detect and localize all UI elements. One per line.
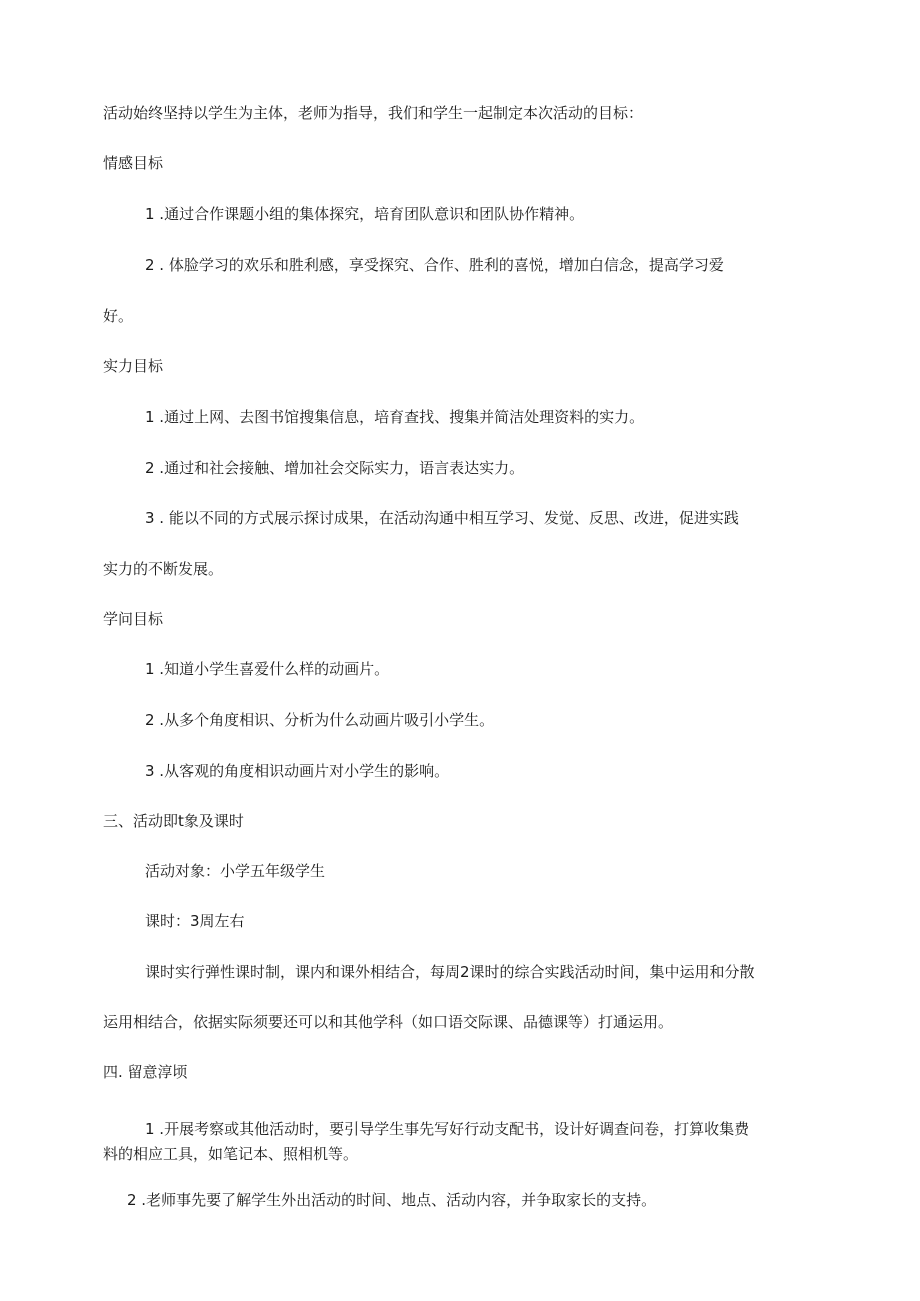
knowledge-goal-2: 2 .从多个角度相识、分析为什么动画片吸引小学生。	[145, 711, 495, 729]
class-hours-desc: 课时实行弹性课时制，课内和课外相结合，每周2课时的综合实践活动时间，集中运用和分散	[145, 963, 755, 981]
knowledge-goal-3: 3 .从客观的角度相识动画片对小学生的影响。	[145, 762, 450, 780]
emotion-goal-1: 1 .通过合作课题小组的集体探究，培育团队意识和团队协作精神。	[145, 205, 585, 223]
emotion-goal-2: 2 . 体脸学习的欢乐和胜利感，享受探究、合作、胜利的喜悦，增加白信念，提高学习爱	[145, 256, 724, 274]
ability-goal-2: 2 .通过和社会接触、增加社会交际实力，语言表达实力。	[145, 459, 525, 477]
heading-knowledge-goals: 学问目标	[103, 610, 164, 628]
heading-ability-goals: 实力目标	[103, 357, 164, 375]
ability-goal-1: 1 .通过上网、去图书馆搜集信息，培育查找、搜集并简洁处理资料的实力。	[145, 408, 645, 426]
class-hours-desc-cont: 运用相结合，依据实际须要还可以和其他学科（如口语交际课、品德课等）打通运用。	[103, 1013, 674, 1031]
section-4-heading: 四. 留意淳顷	[103, 1063, 188, 1081]
class-hours: 课时：3周左右	[145, 912, 245, 930]
section-3-heading: 三、活动即t象及课时	[103, 812, 244, 830]
ability-goal-3: 3 . 能以不同的方式展示探讨成果，在活动沟通中相互学习、发觉、反思、改进，促进实践	[145, 509, 739, 527]
ability-goal-3-cont: 实力的不断发展。	[103, 560, 224, 578]
heading-emotion-goals: 情感目标	[103, 154, 164, 172]
note-1: 1 .开展考察或其他活动时，要引导学生事先写好行动支配书，设计好调查问卷，打算收集费	[145, 1120, 750, 1138]
activity-target: 活动对象：小学五年级学生	[145, 862, 326, 880]
emotion-goal-2-cont: 好。	[103, 307, 134, 325]
knowledge-goal-1: 1 .知道小学生喜爱什么样的动画片。	[145, 660, 390, 678]
note-1-cont: 料的相应工具，如笔记本、照相机等。	[103, 1145, 359, 1163]
paragraph-intro: 活动始终坚持以学生为主体，老师为指导，我们和学生一起制定本次活动的目标：	[103, 104, 644, 122]
note-2: 2 .老师事先要了解学生外出活动的时间、地点、活动内容，并争取家长的支持。	[127, 1191, 657, 1209]
